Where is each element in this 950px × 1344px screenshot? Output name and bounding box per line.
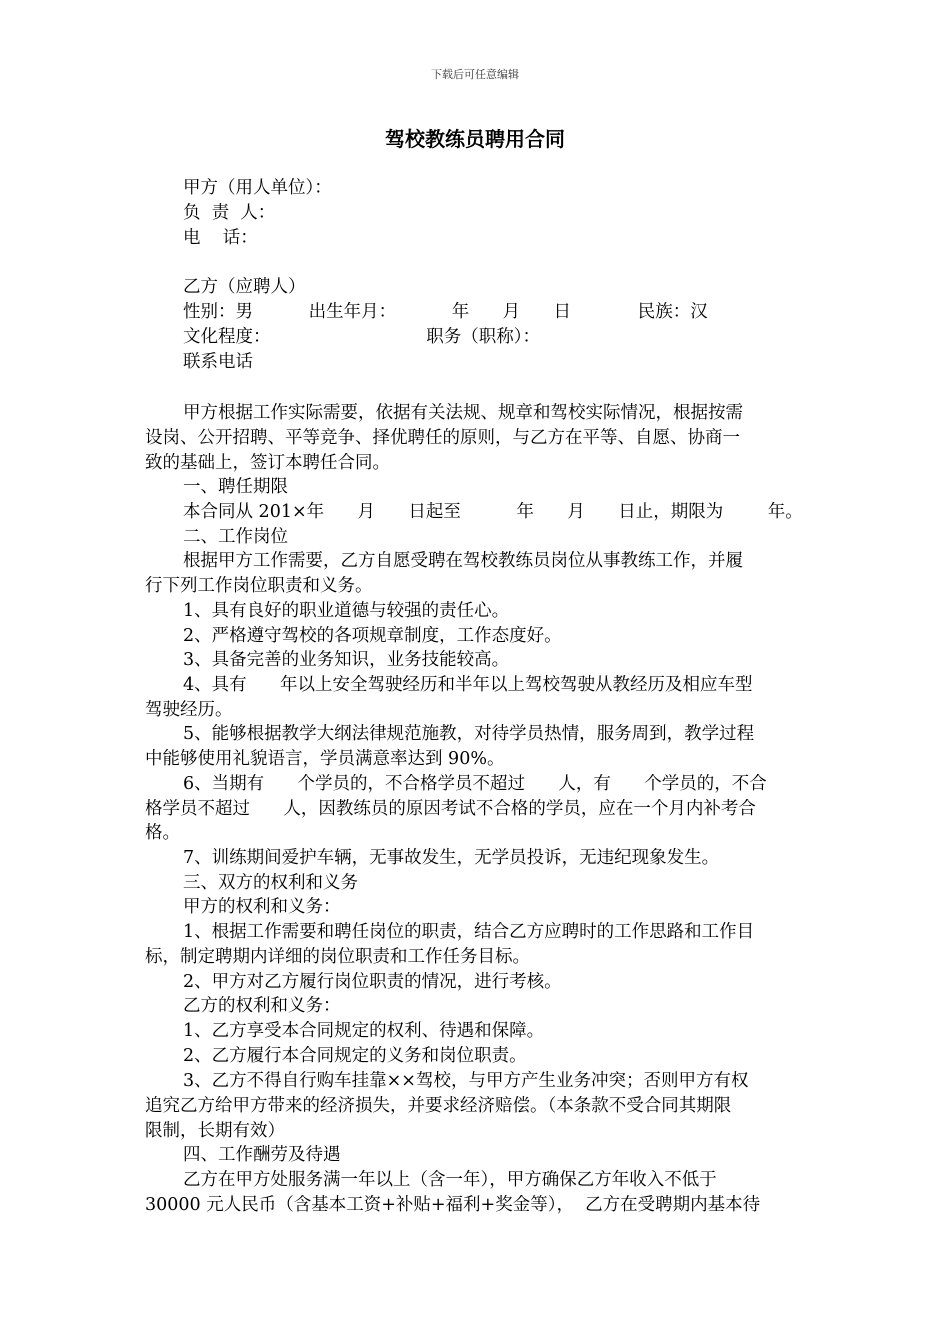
body-line: 设岗、公开招聘、平等竞争、择优聘任的原则，与乙方在平等、自愿、协商一 (145, 428, 740, 448)
list-item: 3、乙方不得自行购车挂靠××驾校，与甲方产生业务冲突；否则甲方有权 (183, 1071, 749, 1091)
party-b-line: 乙方（应聘人） (183, 277, 306, 297)
responsible-person-line: 负 责 人： (183, 203, 276, 223)
document-title: 驾校教练员聘用合同 (385, 127, 565, 151)
section-heading: 三、双方的权利和义务 (183, 873, 358, 893)
body-line: 乙方在甲方处服务满一年以上（含一年），甲方确保乙方年收入不低于 (183, 1170, 717, 1190)
list-item: 6、当期有 个学员的，不合格学员不超过 人，有 个学员的，不合 (183, 774, 767, 794)
subheading: 甲方的权利和义务： (183, 897, 341, 917)
section-heading: 一、聘任期限 (183, 477, 288, 497)
education-title-line: 文化程度： 职务（职称）： (183, 327, 541, 347)
body-line: 限制，长期有效） (145, 1121, 285, 1141)
body-line: 行下列工作岗位职责和义务。 (145, 576, 373, 596)
body-line: 格学员不超过 人，因教练员的原因考试不合格的学员，应在一个月内补考合 (145, 799, 756, 819)
header-note: 下载后可任意编辑 (431, 68, 519, 81)
section-heading: 二、工作岗位 (183, 527, 288, 547)
body-line: 驾驶经历。 (145, 700, 233, 720)
list-item: 4、具有 年以上安全驾驶经历和半年以上驾校驾驶从教经历及相应车型 (183, 675, 753, 695)
list-item: 1、根据工作需要和聘任岗位的职责，结合乙方应聘时的工作思路和工作目 (183, 922, 755, 942)
gender-birth-line: 性别：男 出生年月： 年 月 日 民族：汉 (183, 302, 708, 322)
body-line: 30000 元人民币（含基本工资+补贴+福利+奖金等）， 乙方在受聘期内基本待 (145, 1195, 761, 1215)
phone-line: 电 话： (183, 228, 258, 248)
body-line: 追究乙方给甲方带来的经济损失，并要求经济赔偿。（本条款不受合同其期限 (145, 1096, 732, 1116)
section-heading: 四、工作酬劳及待遇 (183, 1145, 341, 1165)
list-item: 2、严格遵守驾校的各项规章制度，工作态度好。 (183, 626, 562, 646)
list-item: 3、具备完善的业务知识，业务技能较高。 (183, 650, 510, 670)
subheading: 乙方的权利和义务： (183, 996, 341, 1016)
body-line: 标，制定聘期内详细的岗位职责和工作任务目标。 (145, 947, 530, 967)
list-item: 2、甲方对乙方履行岗位职责的情况，进行考核。 (183, 972, 562, 992)
body-line: 格。 (145, 823, 180, 843)
party-a-line: 甲方（用人单位）： (183, 178, 332, 198)
body-line: 根据甲方工作需要，乙方自愿受聘在驾校教练员岗位从事教练工作，并履 (183, 551, 743, 571)
list-item: 2、乙方履行本合同规定的义务和岗位职责。 (183, 1046, 527, 1066)
list-item: 5、能够根据教学大纲法律规范施教，对待学员热情，服务周到，教学过程 (183, 724, 755, 744)
body-line: 本合同从 201×年 月 日起至 年 月 日止，期限为 年。 (183, 502, 803, 522)
list-item: 1、乙方享受本合同规定的权利、待遇和保障。 (183, 1021, 545, 1041)
contact-phone-line: 联系电话 (183, 352, 253, 372)
body-line: 致的基础上，签订本聘任合同。 (145, 453, 390, 473)
body-line: 甲方根据工作实际需要，依据有关法规、规章和驾校实际情况，根据按需 (183, 403, 743, 423)
list-item: 7、训练期间爱护车辆，无事故发生，无学员投诉，无违纪现象发生。 (183, 848, 720, 868)
list-item: 1、具有良好的职业道德与较强的责任心。 (183, 601, 510, 621)
body-line: 中能够使用礼貌语言，学员满意率达到 90%。 (145, 749, 505, 769)
